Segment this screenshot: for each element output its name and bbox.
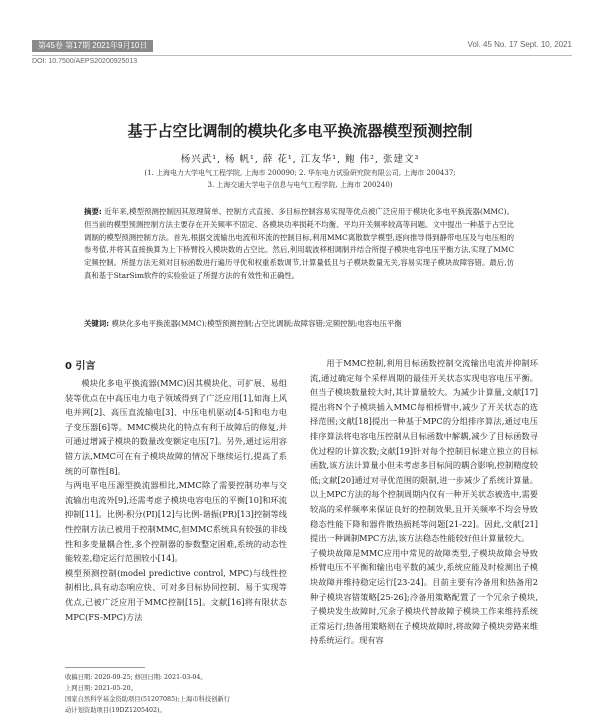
issue-badge: 第45卷 第17期 2021年9月10日 bbox=[32, 40, 153, 52]
body-left-column: 模块化多电平换流器(MMC)因其模块化、可扩展、易组装等优点在中高压电力电子领域得到了广泛应用[1],如海上风电并网[2]、高压直流输电[3]、中压电机驱动[4-5]和电力电子变压器[6]等。MMC模块化的特点有利于故障后的修复,并可通过增减子模块的数量改变额定电压[7]。另外,通过运用容错方法,MMC可在有子模块故障的情况下继续运行,提高了系统的可靠性[8]。 与两电平电压源型换流器相比,MMC除了需要控制功率与交流输出电流外[9],还需考虑子模块电容电压的平衡[10]和环流抑制[11]。比例-积分(PI)[12]与比例-谐振(PR)[13]控制等线性控制方法已被用于控制MMC,但MMC系统具有较强的非线性和多变量耦合性,多个控制器的参数整定困难,系统的动态性能较差,稳定运行范围较小[14]。 模型预测控制(model predictive control, MPC)与线性控制相比,具有动态响应快、可对多目标协同控制、易于实现等优点,已被广泛应用于MMC控制[15]。文献[16]将有限状态MPC(FS-MPC)方法 bbox=[65, 378, 287, 622]
footnote-fund-1: 国家自然科学基金资助项目(51207085);上海市科技创新行 bbox=[65, 696, 231, 703]
paper-title: 基于占空比调制的模块化多电平换流器模型预测控制 bbox=[127, 122, 473, 140]
journal-header bbox=[32, 40, 572, 54]
keywords bbox=[84, 318, 514, 331]
body-right-column: 用于MMC控制,利用目标函数控制交流输出电流并抑制环流,通过确定每个采样周期的最佳开关状态实现电容电压平衡。但当子模块数量较大时,其计算量较大。为减少计算量,文献[17]提出将N个子模块插入MMC每相桥臂中,减少了开关状态的选择范围;文献[18]提出一种基于MPC的分组排序算法,通过电压排序算法将电容电压控制从目标函数中解耦,减少了目标函数寻优过程的计算次数;文献[19]针对每个控制目标建立独立的目标函数,该方法计算量小但未考虑多目标间的耦合影响,控制精度较低;文献[20]通过对寻优范围的限制,进一步减少了系统计算量。以上MPC方法的每个控制周期内仅有一种开关状态被选中,需要较高的采样频率来保证良好的控制效果,且开关频率不均会导致稳态性能下降和器件散热损耗等问题[21-22]。因此,文献[21]提出一种调制MPC方法,该方法稳态性能较好但计算量较大。 子模块故障是MMC应用中常见的故障类型,子模块故障会导致桥臂电压不平衡和输出电平数的减少,系统应能及时检测出子模块故障并维持稳定运行[23-24]。目前主要有冷备用和热备用2种子模块容错策略[25-26];冷备用策略配置了一个冗余子模块,子模块发生故障时,冗余子模块代替故障子模块工作来维持系统正常运行;热备用策略则在子模块故障时,将故障子模块旁路来维持系统运行。现有容 bbox=[310, 358, 538, 646]
abstract bbox=[84, 206, 514, 283]
header-rule bbox=[32, 55, 572, 56]
doi: DOI: 10.7500/AEPS20200925013 bbox=[32, 58, 138, 65]
section-heading: 0 引言 bbox=[65, 361, 96, 372]
footnote-received: 收稿日期: 2020-09-25; 修回日期: 2021-03-04。 bbox=[65, 674, 207, 681]
footnote-rule bbox=[65, 667, 145, 668]
keywords-label: 关键词: bbox=[84, 319, 110, 328]
affiliation-line-2: 3. 上海交通大学电子信息与电气工程学院, 上海市 200240) bbox=[207, 181, 393, 189]
footnote-fund-2: 动计划资助项目(19DZ1205402)。 bbox=[65, 707, 166, 714]
authors: 杨兴武¹, 杨 帆¹, 薛 花¹, 江友华¹, 鲍 伟², 张建文³ bbox=[180, 154, 420, 165]
abstract-text: 近年来,模型预测控制因其原理简单、控制方式直接、多目标控制容易实现等优点被广泛应用于模块化多电平换流器(MMC)。但当前的模型预测控制方法主要存在开关频率不固定、各模块功率损耗不均衡、平均开关频率较高等问题。文中提出一种基于占空比调制的模型预测控制方法。首先,根据交流输出电流和环流的控制目标,利用MMC离散数学模型,逐向推导得到静带电压及与电压相的参考值,并将其直接换算为上下桥臂投入模块数的占空比。然后,利用载波移相调制并结合所提子模块电容电压平衡方法,实现了MMC定频控制。所提方法无须对目标函数进行遍历寻优和权重系数调节,计算量低且与子模块数量无关,容易实现子模块故障容错。最后,仿真和基于StarSim软件的实验验证了所提方法的有效性和正确性。 bbox=[84, 207, 514, 280]
footnote-online: 上网日期: 2021-05-20。 bbox=[65, 685, 137, 692]
abstract-label: 摘要: bbox=[84, 207, 102, 216]
affiliation-line-1: (1. 上海电力大学电气工程学院, 上海市 200090; 2. 华东电力试验研究院有限公司, 上海市 200437; bbox=[144, 169, 456, 177]
keywords-text: 模块化多电平换流器(MMC);模型预测控制;占空比调制;故障容错;定频控制;电容电压平衡 bbox=[111, 319, 402, 328]
volume-info: Vol. 45 No. 17 Sept. 10, 2021 bbox=[467, 40, 572, 49]
